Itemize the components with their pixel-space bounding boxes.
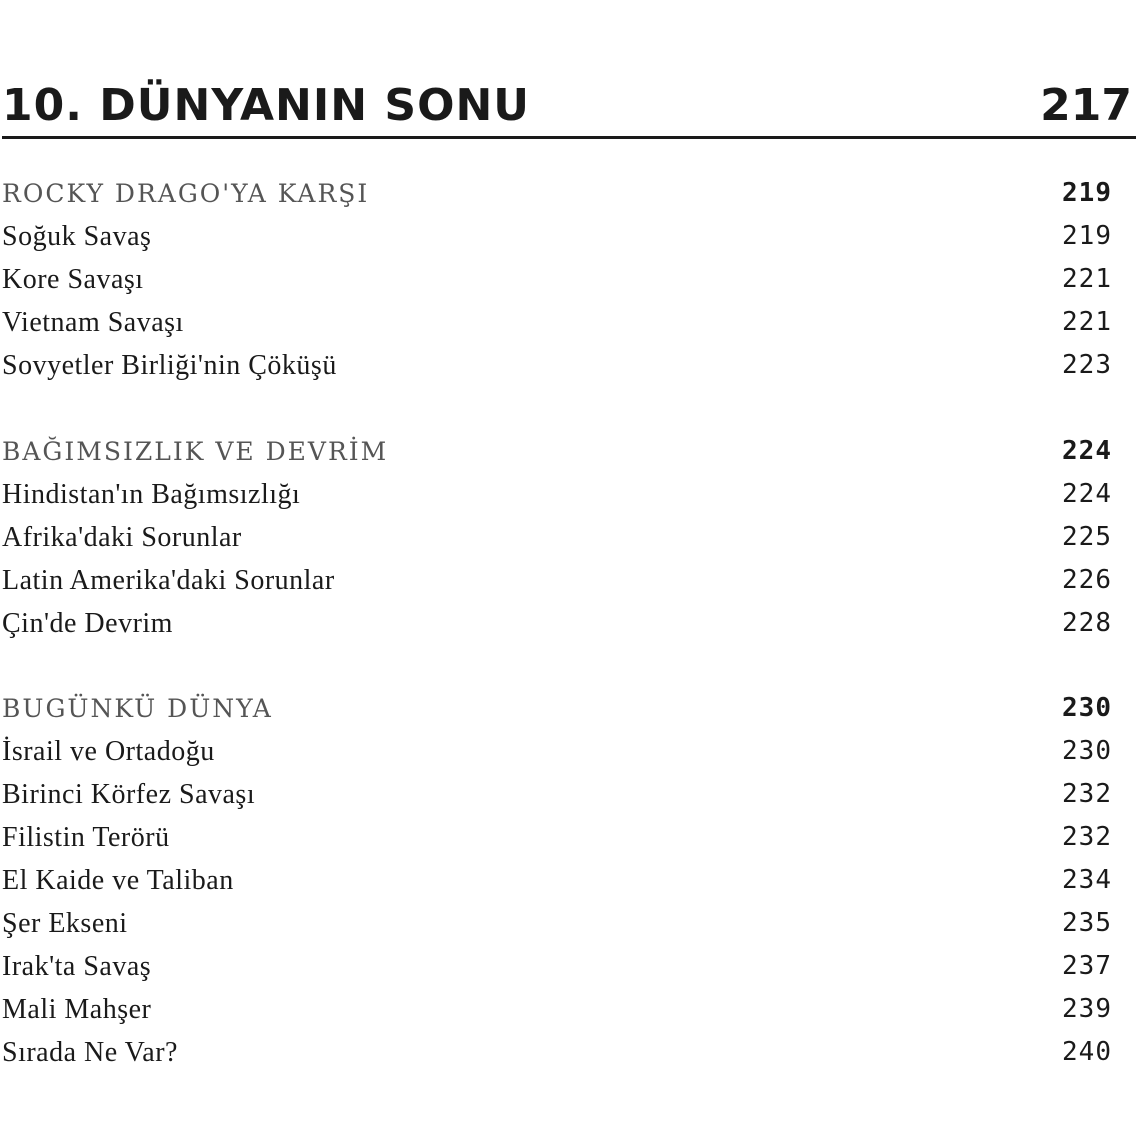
toc-entry[interactable] [2, 859, 1112, 902]
toc-entry-page: 232 [1062, 822, 1112, 852]
toc-entry[interactable] [2, 559, 1112, 602]
toc-entry[interactable] [2, 988, 1112, 1031]
toc-entry-page: 228 [1062, 608, 1112, 638]
toc-entry[interactable] [2, 344, 1112, 387]
toc-entry-page: 230 [1062, 736, 1112, 766]
toc-section [2, 172, 1112, 387]
section-heading-row[interactable] [2, 687, 1112, 730]
toc-entry-page: 221 [1062, 264, 1112, 294]
chapter-header [2, 78, 1136, 139]
toc-entry-page: 240 [1062, 1037, 1112, 1067]
toc-entry[interactable] [2, 473, 1112, 516]
toc-entry[interactable] [2, 902, 1112, 945]
section-heading-row[interactable] [2, 430, 1112, 473]
toc-entry-label: Kore Savaşı [2, 264, 144, 295]
toc-entry[interactable] [2, 773, 1112, 816]
toc-entry-label: Latin Amerika'daki Sorunlar [2, 565, 335, 596]
toc-entry-label: Şer Ekseni [2, 908, 128, 939]
toc-entry[interactable] [2, 215, 1112, 258]
section-page-number: 224 [1062, 436, 1112, 466]
section-heading-row[interactable] [2, 172, 1112, 215]
toc-entry-page: 224 [1062, 479, 1112, 509]
section-title: BAĞIMSIZLIK VE DEVRİM [2, 437, 389, 466]
toc-entry[interactable] [2, 258, 1112, 301]
toc-entry[interactable] [2, 602, 1112, 645]
section-page-number: 219 [1062, 178, 1112, 208]
toc-entry-label: Sırada Ne Var? [2, 1037, 178, 1068]
toc-entry-page: 219 [1062, 221, 1112, 251]
toc-entry-label: Birinci Körfez Savaşı [2, 779, 256, 810]
toc-entry-label: Hindistan'ın Bağımsızlığı [2, 479, 301, 510]
toc-entry[interactable] [2, 945, 1112, 988]
toc-entry-label: Soğuk Savaş [2, 221, 152, 252]
toc-entry-page: 234 [1062, 865, 1112, 895]
toc-entry-page: 221 [1062, 307, 1112, 337]
toc-entry[interactable] [2, 301, 1112, 344]
toc-entry[interactable] [2, 816, 1112, 859]
toc-entry-page: 223 [1062, 350, 1112, 380]
toc-entry-page: 239 [1062, 994, 1112, 1024]
chapter-title: 10. DÜNYANIN SONU [2, 80, 531, 131]
toc-entry-page: 225 [1062, 522, 1112, 552]
section-title: ROCKY DRAGO'YA KARŞI [2, 179, 370, 208]
toc-entry-page: 226 [1062, 565, 1112, 595]
section-page-number: 230 [1062, 693, 1112, 723]
toc-entry-label: Mali Mahşer [2, 994, 152, 1025]
section-title: BUGÜNKÜ DÜNYA [2, 694, 273, 723]
toc-section [2, 687, 1112, 1074]
toc-entry[interactable] [2, 730, 1112, 773]
toc-entry-label: Çin'de Devrim [2, 608, 173, 639]
toc-entry-label: El Kaide ve Taliban [2, 865, 234, 896]
chapter-page-number: 217 [1040, 80, 1132, 131]
toc-entry-label: Afrika'daki Sorunlar [2, 522, 242, 553]
toc-entry[interactable] [2, 516, 1112, 559]
toc-entry-label: Filistin Terörü [2, 822, 170, 853]
toc-entry-label: Sovyetler Birliği'nin Çöküşü [2, 350, 337, 381]
toc-entry-label: İsrail ve Ortadoğu [2, 736, 215, 767]
toc-entry-label: Irak'ta Savaş [2, 951, 152, 982]
toc-entry-page: 235 [1062, 908, 1112, 938]
toc-entry[interactable] [2, 1031, 1112, 1074]
toc-entry-page: 237 [1062, 951, 1112, 981]
toc-section [2, 430, 1112, 645]
toc-entry-label: Vietnam Savaşı [2, 307, 184, 338]
toc-entry-page: 232 [1062, 779, 1112, 809]
